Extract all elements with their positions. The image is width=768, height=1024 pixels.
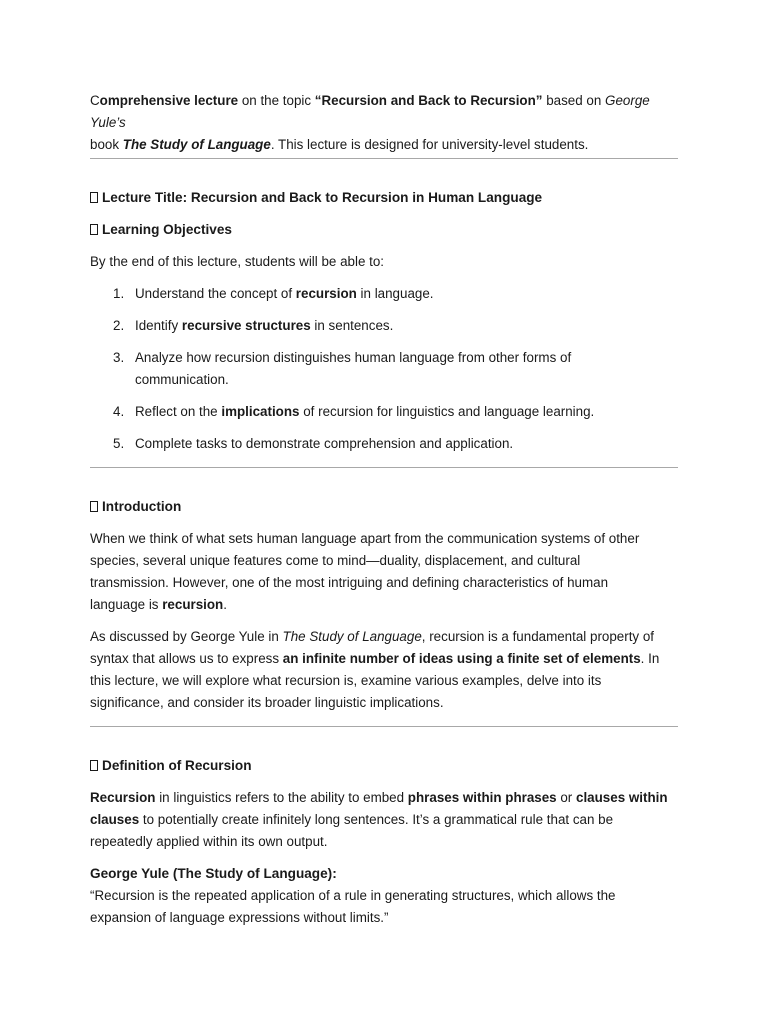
target-icon (90, 224, 98, 235)
yule-heading: George Yule (The Study of Language): (90, 866, 337, 881)
paragraph-line: repeatedly applied within its own output. (90, 834, 328, 849)
intro-bold-comprehensive: omprehensive lecture (99, 93, 239, 108)
list-text: Reflect on the (135, 404, 222, 419)
list-text: Analyze how recursion distinguishes human language from other forms of (135, 350, 572, 365)
paragraph-line: to potentially create infinitely long sentences. It’s a grammatical rule that can be (139, 812, 614, 827)
list-text: Understand the concept of (135, 286, 296, 301)
paragraph-line: species, several unique features come to mind—duality, displacement, and cultural (90, 553, 581, 568)
definition-heading (90, 755, 678, 777)
list-number: 5. (113, 436, 125, 451)
bold-term: recursion (162, 597, 224, 612)
list-text: communication. (135, 372, 229, 387)
bold-phrase: an infinite number of ideas using a finite set of elements (282, 651, 641, 666)
book-icon (90, 501, 98, 512)
list-item (90, 315, 678, 337)
bold-phrase: phrases within phrases (407, 790, 557, 805)
introduction-heading (90, 496, 678, 518)
objectives-heading (90, 219, 678, 241)
bold-phrase: clauses (90, 812, 140, 827)
list-number: 2. (113, 318, 125, 333)
paragraph-line: , recursion is a fundamental property of (421, 629, 655, 644)
list-text: Identify (135, 318, 182, 333)
quote-line: expansion of language expressions without limits.” (90, 910, 389, 925)
document-page (90, 90, 678, 929)
paragraph-line: or (556, 790, 576, 805)
intro-text-b: based on (542, 93, 606, 108)
objectives-heading-text: Learning Objectives (102, 222, 232, 237)
quote-line: “Recursion is the repeated application of a rule in generating structures, which allows the (90, 888, 616, 903)
paragraph-line: transmission. However, one of the most intriguing and defining characteristics of human (90, 575, 609, 590)
introduction-paragraph-1 (90, 528, 678, 616)
list-bold: recursion (295, 286, 357, 301)
paragraph-line: in linguistics refers to the ability to embed (155, 790, 408, 805)
bold-phrase: clauses within (576, 790, 668, 805)
paragraph-line: . In (640, 651, 660, 666)
intro-line-2 (90, 134, 678, 156)
paragraph-line: As discussed by George Yule in (90, 629, 283, 644)
list-text: in language. (356, 286, 434, 301)
list-text: Complete tasks to demonstrate comprehension and application. (135, 436, 514, 451)
paragraph-line: When we think of what sets human language apart from the communication systems of other (90, 531, 640, 546)
introduction-heading-text: Introduction (102, 499, 182, 514)
list-item (90, 401, 678, 423)
lecture-title-heading (90, 187, 678, 209)
intro-author: George Yule’s (90, 93, 650, 130)
objectives-lead: By the end of this lecture, students will be able to: (90, 254, 385, 269)
list-item (90, 283, 678, 305)
list-item (90, 347, 678, 391)
intro-text-c: book (90, 137, 123, 152)
list-bold: implications (221, 404, 300, 419)
list-number: 3. (113, 350, 125, 365)
intro-text-a: on the topic (238, 93, 315, 108)
clipboard-icon (90, 192, 98, 203)
definition-paragraph (90, 787, 678, 853)
intro-text-d: . This lecture is designed for university-level students. (270, 137, 589, 152)
paragraph-line: this lecture, we will explore what recursion is, examine various examples, delve into its (90, 673, 602, 688)
introduction-paragraph-2 (90, 626, 678, 714)
paragraph-line: . (223, 597, 227, 612)
paragraph-line: significance, and consider its broader linguistic implications. (90, 695, 444, 710)
paragraph-line: syntax that allows us to express (90, 651, 283, 666)
list-text: of recursion for linguistics and language learning. (299, 404, 595, 419)
list-item (90, 433, 678, 455)
intro-book-title: The Study of Language (122, 137, 271, 152)
lecture-title-text: Lecture Title: Recursion and Back to Recursion in Human Language (102, 190, 543, 205)
list-text: in sentences. (310, 318, 394, 333)
bold-term: Recursion (90, 790, 156, 805)
list-number: 1. (113, 286, 125, 301)
objectives-list (90, 283, 678, 455)
list-bold: recursive structures (181, 318, 311, 333)
magnifier-icon (90, 760, 98, 771)
intro-first-word-rest (100, 93, 238, 108)
yule-quote (90, 885, 678, 929)
list-number: 4. (113, 404, 125, 419)
book-title: The Study of Language (282, 629, 422, 644)
intro-line-1: Comprehensive lecture on the topic “Recursion and Back to Recursion” based on George Yule’s (90, 93, 650, 130)
intro-topic-title: “Recursion and Back to Recursion” (314, 93, 543, 108)
paragraph-line: language is (90, 597, 163, 612)
definition-heading-text: Definition of Recursion (102, 758, 252, 773)
